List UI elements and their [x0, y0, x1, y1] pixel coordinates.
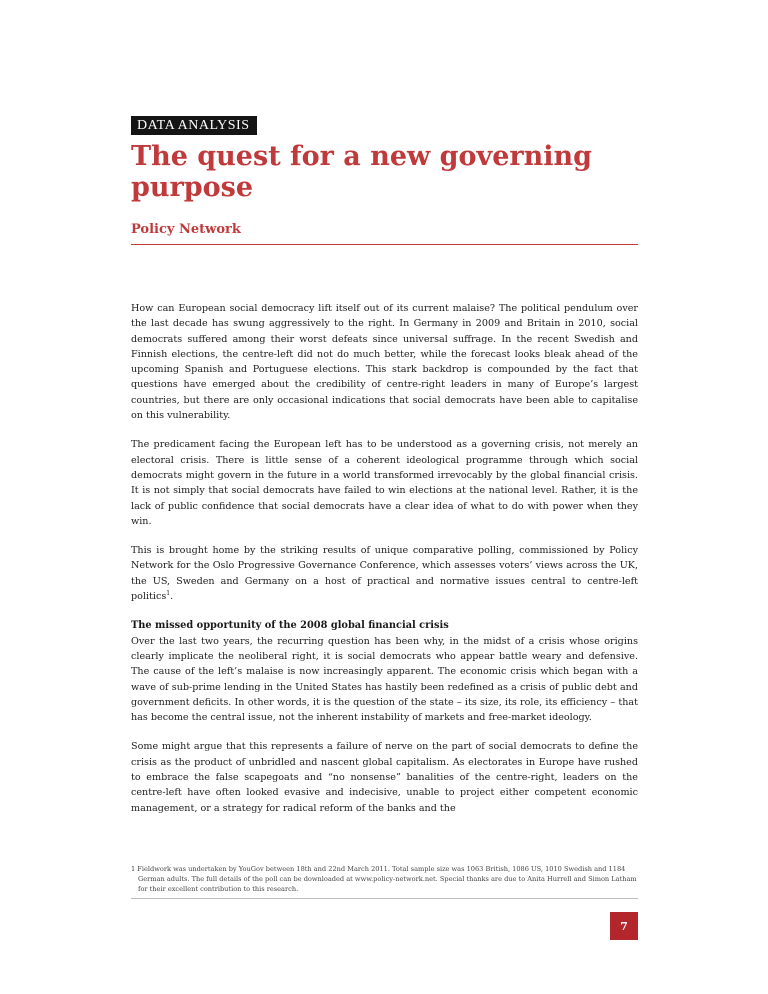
footnote: 1 Fieldwork was undertaken by YouGov between 18th and 22nd March 2011. Total sample size was 1063 British, 1086 US, 1010 Swedish and 1184 German adults. The full details of the poll can be downloaded at www.policy-network.net. Special thanks are due to Anita Hurrell and Simon Latham for their excellent contribution to this research. [131, 865, 637, 893]
paragraph-missed-opportunity: Over the last two years, the recurring question has been why, in the midst of a crisis whose origins clearly implicate the neoliberal right, it is social democrats who appear battle weary and defensive. The cause of the left’s malaise is now increasingly apparent. The economic crisis which began with a wave of sub-prime lending in the United States has hastily been redefined as a crisis of public debt and government deficits. In other words, it is the question of the state – its size, its role, its efficiency – that has become the central issue, not the inherent instability of markets and free-market ideology. [131, 635, 638, 724]
paragraph-polling-end: . [170, 591, 174, 603]
footer-divider [131, 898, 638, 899]
paragraph-polling-text: This is brought home by the striking results of unique comparative polling, commissioned by Policy Network for the Oslo Progressive Governance Conference, which assesses voters’ views across the UK, the US, Sweden and Germany on a host of practical and normative issues central to centre-left politics [131, 545, 638, 603]
article-title: The quest for a new governing purpose [131, 141, 593, 203]
paragraph-governing-crisis: The predicament facing the European left has to be understood as a governing crisis, not merely an electoral crisis. There is little sense of a coherent ideological programme through which social democrats might govern in the future in a world transformed irrevocably by the global financial crisis. It is not simply that social democrats have failed to win elections at the national level. Rather, it is the lack of public confidence that social democrats have a clear idea of what to do with power when they win. [131, 439, 638, 527]
paragraph-intro: How can European social democracy lift itself out of its current malaise? The political pendulum over the last decade has swung aggressively to the right. In Germany in 2009 and Britain in 2010, social democrats suffered among their worst defeats since universal suffrage. In the recent Swedish and Finnish elections, the centre-left did not do much better, while the forecast looks bleak ahead of the upcoming Spanish and Portuguese elections. This stark backdrop is compounded by the fact that questions have emerged about the credibility of centre-right leaders in many of Europe’s largest countries, but there are only occasional indications that social democrats have been able to capitalise on this vulnerability. [131, 303, 638, 422]
author-divider [131, 244, 638, 245]
section-subheading: The missed opportunity of the 2008 global financial crisis [131, 620, 449, 632]
footnote-marker: 1 [166, 589, 171, 597]
page-number-badge: 7 [610, 912, 638, 940]
article-body [131, 301, 638, 830]
author-name: Policy Network [131, 222, 241, 237]
section-label: DATA ANALYSIS [131, 116, 257, 135]
paragraph-failure-of-nerve: Some might argue that this represents a failure of nerve on the part of social democrats to define the crisis as the product of unbridled and nascent global capitalism. As electorates in Europe have rushed to embrace the false scapegoats and “no nonsense” banalities of the centre-right, leaders on the centre-left have often looked evasive and indecisive, unable to project either competent economic management, or a strategy for radical reform of the banks and the [131, 741, 638, 814]
paragraph-polling [131, 543, 638, 604]
